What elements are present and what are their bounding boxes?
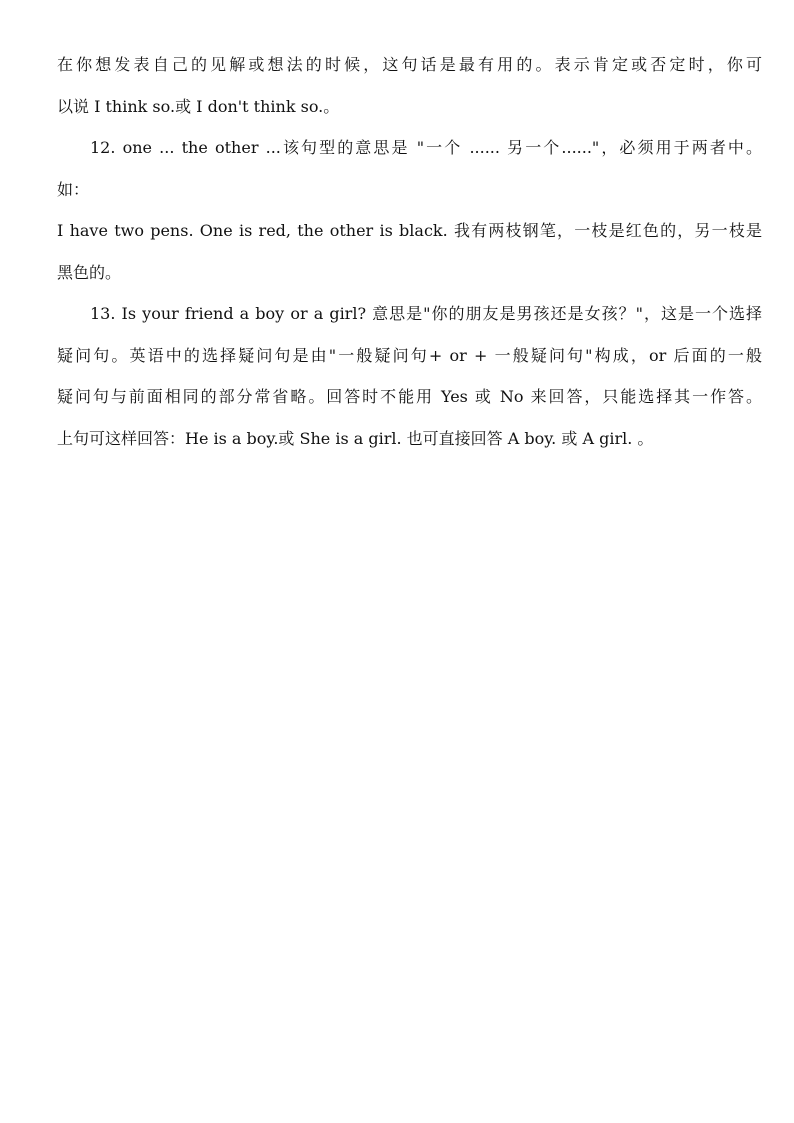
- text-line-2: 以说 I think so.或 I don't think so.。: [57, 96, 340, 116]
- text-line-9: 疑问句与前面相同的部分常省略。回答时不能用 Yes 或 No 来回答，只能选择其一作答。: [57, 387, 762, 406]
- item-12-heading: 12. one ... the other ...该句型的意思是 "一个 ...... 另一个......"，必须用于两者中。: [90, 138, 762, 157]
- text-line-8: 疑问句。英语中的选择疑问句是由"一般疑问句+ or + 一般疑问句"构成，or 后面的一般: [57, 345, 762, 365]
- example-label: 如：: [57, 179, 90, 199]
- example-sentence: I have two pens. One is red, the other is black. 我有两枝钢笔，一枝是红色的，另一枝是: [57, 221, 762, 240]
- document-body: [57, 44, 762, 459]
- text-line-1: 在你想发表自己的见解或想法的时候，这句话是最有用的。表示肯定或否定时，你可: [57, 55, 762, 74]
- text-line-10: 上句可这样回答：He is a boy.或 She is a girl. 也可直接回答 A boy. 或 A girl. 。: [57, 428, 654, 448]
- example-translation-end: 黑色的。: [57, 262, 122, 282]
- item-13-heading: 13. Is your friend a boy or a girl? 意思是"你的朋友是男孩还是女孩？"，这是一个选择: [90, 304, 762, 323]
